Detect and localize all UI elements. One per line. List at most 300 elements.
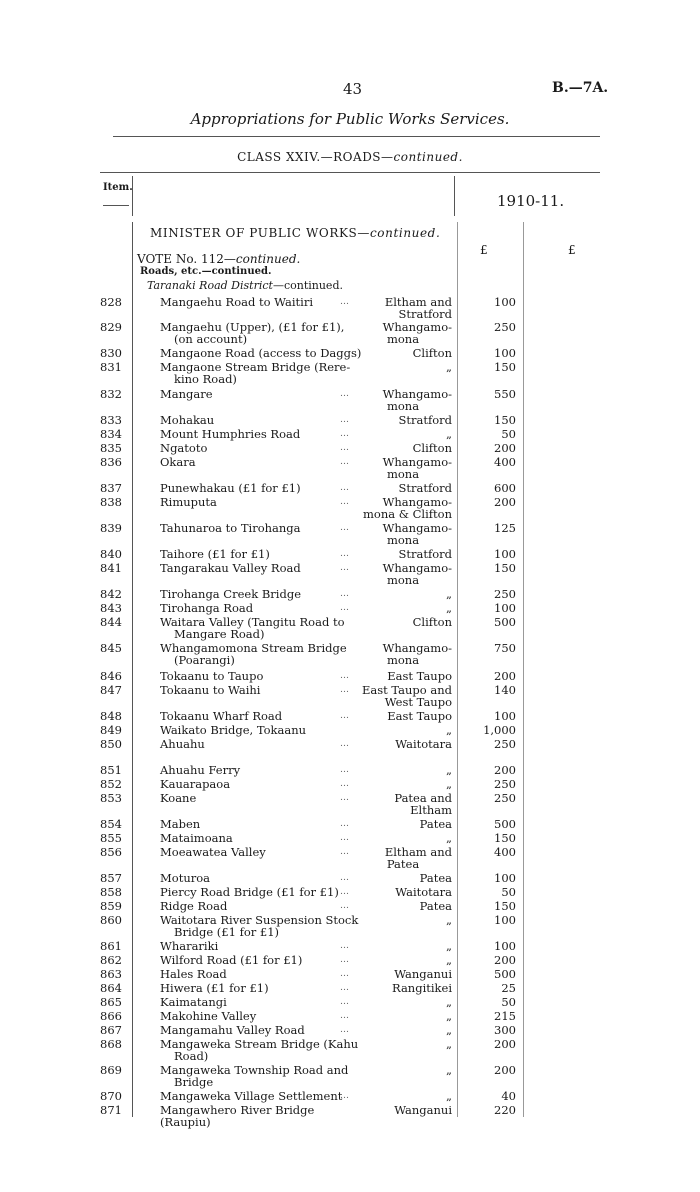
item-amount: 400 <box>494 455 516 469</box>
item-number: 867 <box>100 1023 122 1037</box>
item-district <box>354 442 452 454</box>
item-description <box>160 968 368 980</box>
item-description <box>160 347 368 359</box>
item-description-line: Tangarakau Valley Road <box>160 561 301 575</box>
item-district <box>354 428 452 440</box>
item-description <box>160 361 368 385</box>
year-column-header: 1910-11. <box>497 192 565 210</box>
item-description-line: Punewhakau (£1 for £1) <box>160 481 301 495</box>
item-district <box>354 482 452 494</box>
item-description <box>160 954 368 966</box>
item-amount: 150 <box>494 413 516 427</box>
leader-dots: … <box>340 497 349 507</box>
item-number: 831 <box>100 360 122 374</box>
item-district-line: mona <box>386 399 420 413</box>
item-description <box>160 846 368 858</box>
item-district <box>354 684 452 708</box>
item-district <box>354 642 452 666</box>
item-district <box>354 1038 452 1050</box>
leader-dots: … <box>340 765 349 775</box>
item-amount: 250 <box>494 320 516 334</box>
item-description <box>160 1104 368 1128</box>
item-district <box>354 724 452 736</box>
item-district <box>354 832 452 844</box>
item-district-line: Whangamo- <box>382 561 452 575</box>
item-district-line: „ <box>446 1037 452 1051</box>
item-description <box>160 296 368 308</box>
item-district-line: mona <box>386 653 420 667</box>
item-description <box>160 414 368 426</box>
item-description <box>160 818 368 830</box>
item-amount: 100 <box>494 601 516 615</box>
leader-dots: … <box>340 739 349 749</box>
item-district <box>354 886 452 898</box>
item-description-line: Wilford Road (£1 for £1) <box>160 953 303 967</box>
item-district <box>354 602 452 614</box>
item-number: 845 <box>100 641 122 655</box>
item-number: 836 <box>100 455 122 469</box>
item-district <box>354 940 452 952</box>
item-number: 834 <box>100 427 122 441</box>
item-district <box>354 778 452 790</box>
item-number: 861 <box>100 939 122 953</box>
item-number: 860 <box>100 913 122 927</box>
item-district-line: Whangamo- <box>382 641 452 655</box>
item-description <box>160 1090 368 1102</box>
leader-dots: … <box>340 563 349 573</box>
item-amount: 220 <box>494 1103 516 1117</box>
item-number: 850 <box>100 737 122 751</box>
item-number: 871 <box>100 1103 122 1117</box>
item-description <box>160 832 368 844</box>
item-description <box>160 792 368 804</box>
item-description-line: Mangaone Road (access to Daggs) <box>160 346 362 360</box>
leader-dots: … <box>340 1011 349 1021</box>
item-number: 868 <box>100 1037 122 1051</box>
item-description <box>160 321 368 345</box>
item-header-underline <box>103 205 129 206</box>
item-district-line: Stratford <box>398 481 452 495</box>
item-district-line: mona <box>386 332 420 346</box>
item-district <box>354 872 452 884</box>
item-district-line: Eltham <box>410 803 452 817</box>
item-district-line: „ <box>446 1023 452 1037</box>
item-description-line: Wharariki <box>160 939 219 953</box>
item-district-line: Patea <box>419 871 452 885</box>
item-description-line: Mangaweka Stream Bridge (Kahu <box>160 1037 359 1051</box>
item-description <box>160 496 368 508</box>
item-district <box>354 818 452 830</box>
leader-dots: … <box>340 297 349 307</box>
item-description <box>160 886 368 898</box>
item-district-line: Whangamo- <box>382 455 452 469</box>
item-description-line: Mangaehu Road to Waitiri <box>160 295 314 309</box>
item-amount: 100 <box>494 939 516 953</box>
item-number: 852 <box>100 777 122 791</box>
item-number: 841 <box>100 561 122 575</box>
item-amount: 150 <box>494 561 516 575</box>
leader-dots: … <box>340 941 349 951</box>
item-description-line: Tokaanu to Waihi <box>160 683 261 697</box>
item-amount: 200 <box>494 1037 516 1051</box>
item-description-line: kino Road) <box>174 372 237 386</box>
item-number: 837 <box>100 481 122 495</box>
item-amount: 150 <box>494 831 516 845</box>
item-amount: 150 <box>494 899 516 913</box>
item-description-line: Bridge (£1 for £1) <box>174 925 280 939</box>
item-district-line: „ <box>446 777 452 791</box>
item-description-line: Tokaanu Wharf Road <box>160 709 283 723</box>
item-number: 835 <box>100 441 122 455</box>
item-district-line: mona <box>386 573 420 587</box>
item-district-line: „ <box>446 427 452 441</box>
item-description-line: Whangamomona Stream Bridge <box>160 641 347 655</box>
item-description <box>160 670 368 682</box>
item-district-line: Wanganui <box>394 967 452 981</box>
item-district-line: Wanganui <box>394 1103 452 1117</box>
leader-dots: … <box>340 483 349 493</box>
item-number: 844 <box>100 615 122 629</box>
leader-dots: … <box>340 983 349 993</box>
item-description-line: Mangare <box>160 387 213 401</box>
item-amount: 100 <box>494 295 516 309</box>
item-description <box>160 764 368 776</box>
item-amount: 150 <box>494 360 516 374</box>
item-description <box>160 428 368 440</box>
item-description-line: Tirohanga Creek Bridge <box>160 587 301 601</box>
vote-suffix: continued. <box>235 252 301 266</box>
item-number: 856 <box>100 845 122 859</box>
item-district-line: Eltham and <box>384 295 452 309</box>
item-amount: 1,000 <box>483 723 516 737</box>
item-number: 862 <box>100 953 122 967</box>
item-description-line: Mangaweka Village Settlement <box>160 1089 343 1103</box>
leader-dots: … <box>340 901 349 911</box>
leader-dots: … <box>340 833 349 843</box>
item-number: 846 <box>100 669 122 683</box>
leader-dots: … <box>340 671 349 681</box>
leader-dots: … <box>340 779 349 789</box>
item-district-line: mona <box>386 533 420 547</box>
item-description-line: Mangaweka Township Road and <box>160 1063 349 1077</box>
item-district <box>354 1104 452 1116</box>
item-description-line: Mangaehu (Upper), (£1 for £1), <box>160 320 345 334</box>
item-district <box>354 738 452 750</box>
page-number: 43 <box>343 80 363 98</box>
item-district <box>354 792 452 816</box>
item-district-line: „ <box>446 1063 452 1077</box>
item-district-line: Clifton <box>412 615 452 629</box>
item-amount: 100 <box>494 709 516 723</box>
item-amount: 200 <box>494 495 516 509</box>
item-description-line: Waikato Bridge, Tokaanu <box>160 723 307 737</box>
item-amount: 100 <box>494 547 516 561</box>
item-description <box>160 642 368 666</box>
item-description-line: Tahunaroa to Tirohanga <box>160 521 301 535</box>
item-district <box>354 496 452 520</box>
item-district-line: Patea <box>419 817 452 831</box>
item-district-line: Clifton <box>412 346 452 360</box>
item-amount: 500 <box>494 615 516 629</box>
item-district <box>354 914 452 926</box>
item-number: 833 <box>100 413 122 427</box>
item-description-line: Mangawhero River Bridge (Raupiu) <box>160 1103 315 1129</box>
item-district <box>354 996 452 1008</box>
item-description-line: Moturoa <box>160 871 211 885</box>
item-amount: 250 <box>494 737 516 751</box>
item-description <box>160 442 368 454</box>
item-number: 858 <box>100 885 122 899</box>
minister-heading <box>150 226 440 240</box>
item-description <box>160 456 368 468</box>
item-district-line: „ <box>446 1009 452 1023</box>
item-district-line: Eltham and <box>384 845 452 859</box>
item-description <box>160 548 368 560</box>
item-description <box>160 872 368 884</box>
item-number: 857 <box>100 871 122 885</box>
item-district <box>354 456 452 480</box>
item-district-line: Whangamo- <box>382 320 452 334</box>
item-district-line: „ <box>446 953 452 967</box>
item-column-header: Item. <box>103 182 133 193</box>
item-amount: 215 <box>494 1009 516 1023</box>
item-description <box>160 562 368 574</box>
item-amount: 600 <box>494 481 516 495</box>
item-number: 830 <box>100 346 122 360</box>
leader-dots: … <box>340 793 349 803</box>
item-amount: 25 <box>501 981 516 995</box>
item-district-line: „ <box>446 360 452 374</box>
item-description-line: Road) <box>174 1049 209 1063</box>
item-district-line: Waitotara <box>395 737 452 751</box>
item-district <box>354 522 452 546</box>
item-description <box>160 616 368 640</box>
item-description-line: Hiwera (£1 for £1) <box>160 981 269 995</box>
item-district <box>354 388 452 412</box>
item-number: 854 <box>100 817 122 831</box>
item-district-line: Stratford <box>398 413 452 427</box>
item-description-line: Bridge <box>174 1075 214 1089</box>
leader-dots: … <box>340 1025 349 1035</box>
leader-dots: … <box>340 457 349 467</box>
item-number: 864 <box>100 981 122 995</box>
item-description-line: Mangamahu Valley Road <box>160 1023 305 1037</box>
class-heading-suffix: continued. <box>393 150 463 164</box>
item-amount: 300 <box>494 1023 516 1037</box>
item-description <box>160 1064 368 1088</box>
item-description-line: Hales Road <box>160 967 227 981</box>
item-description-line: Koane <box>160 791 197 805</box>
item-district <box>354 982 452 994</box>
item-amount: 100 <box>494 346 516 360</box>
vote-heading <box>137 252 300 266</box>
item-district-line: Rangitikei <box>392 981 452 995</box>
item-amount: 50 <box>501 995 516 1009</box>
item-description-line: Tirohanga Road <box>160 601 254 615</box>
vote-text: VOTE No. 112— <box>137 252 236 266</box>
item-district <box>354 764 452 776</box>
leader-dots: … <box>340 429 349 439</box>
item-district <box>354 361 452 373</box>
item-description <box>160 482 368 494</box>
leader-dots: … <box>340 589 349 599</box>
item-amount: 100 <box>494 913 516 927</box>
item-district-line: mona & Clifton <box>362 507 452 521</box>
item-description-line: Maben <box>160 817 201 831</box>
item-amount: 200 <box>494 1063 516 1077</box>
leader-dots: … <box>340 1091 349 1101</box>
item-description-line: Mohakau <box>160 413 215 427</box>
table-top-rule <box>100 172 600 173</box>
class-heading-text: CLASS XXIV.—ROADS— <box>237 150 394 164</box>
item-number: 863 <box>100 967 122 981</box>
item-number: 832 <box>100 387 122 401</box>
item-district <box>354 414 452 426</box>
leader-dots: … <box>340 955 349 965</box>
district-name: Taranaki Road District <box>147 279 273 292</box>
item-district-line: Whangamo- <box>382 495 452 509</box>
item-district <box>354 347 452 359</box>
item-description-line: Okara <box>160 455 196 469</box>
item-description-line: Ahuahu <box>160 737 205 751</box>
amount-column-rule <box>523 222 524 1117</box>
item-district <box>354 954 452 966</box>
leader-dots: … <box>340 969 349 979</box>
item-description-line: Kauarapaoa <box>160 777 231 791</box>
item-district <box>354 846 452 870</box>
year-column-divider <box>454 176 455 216</box>
item-description-line: Ridge Road <box>160 899 228 913</box>
leader-dots: … <box>340 873 349 883</box>
item-amount: 125 <box>494 521 516 535</box>
item-amount: 100 <box>494 871 516 885</box>
item-district-line: „ <box>446 995 452 1009</box>
item-district-line: East Taupo <box>387 669 452 683</box>
item-number: 866 <box>100 1009 122 1023</box>
document-reference: B.—7A. <box>552 80 609 96</box>
item-description-line: Ahuahu Ferry <box>160 763 241 777</box>
item-description <box>160 724 368 736</box>
item-number: 870 <box>100 1089 122 1103</box>
item-amount: 500 <box>494 817 516 831</box>
item-description-line: Tokaanu to Taupo <box>160 669 264 683</box>
item-number: 843 <box>100 601 122 615</box>
item-description-line: Makohine Valley <box>160 1009 257 1023</box>
item-district-line: Whangamo- <box>382 521 452 535</box>
currency-symbol-right: £ <box>568 243 576 257</box>
item-amount: 400 <box>494 845 516 859</box>
item-number: 828 <box>100 295 122 309</box>
item-description <box>160 522 368 534</box>
item-district-line: Clifton <box>412 441 452 455</box>
item-district <box>354 710 452 722</box>
leader-dots: … <box>340 603 349 613</box>
item-amount: 200 <box>494 763 516 777</box>
item-district-line: East Taupo and <box>361 683 452 697</box>
item-description-line: Piercy Road Bridge (£1 for £1) <box>160 885 339 899</box>
item-number: 829 <box>100 320 122 334</box>
item-description <box>160 914 368 938</box>
page-title: Appropriations for Public Works Services. <box>190 110 510 128</box>
item-district <box>354 1090 452 1102</box>
item-description <box>160 388 368 400</box>
leader-dots: … <box>340 711 349 721</box>
item-district <box>354 670 452 682</box>
leader-dots: … <box>340 389 349 399</box>
item-district-line: „ <box>446 1089 452 1103</box>
item-number: 842 <box>100 587 122 601</box>
item-description <box>160 1010 368 1022</box>
item-district <box>354 1010 452 1022</box>
item-district-line: Patea <box>419 899 452 913</box>
item-district-line: „ <box>446 587 452 601</box>
item-amount: 550 <box>494 387 516 401</box>
item-description <box>160 940 368 952</box>
leader-dots: … <box>340 887 349 897</box>
item-district-line: „ <box>446 831 452 845</box>
item-description <box>160 1024 368 1036</box>
item-amount: 50 <box>501 427 516 441</box>
item-number: 840 <box>100 547 122 561</box>
item-district-line: Patea and <box>394 791 452 805</box>
item-district <box>354 968 452 980</box>
item-description <box>160 588 368 600</box>
item-district <box>354 1024 452 1036</box>
item-description <box>160 982 368 994</box>
item-amount: 140 <box>494 683 516 697</box>
district-subheading <box>147 279 343 292</box>
item-number: 839 <box>100 521 122 535</box>
item-description-line: Mount Humphries Road <box>160 427 301 441</box>
item-description <box>160 738 368 750</box>
item-amount: 250 <box>494 777 516 791</box>
item-description <box>160 1038 368 1062</box>
item-description-line: Moeawatea Valley <box>160 845 266 859</box>
item-description-line: Waitara Valley (Tangitu Road to <box>160 615 345 629</box>
item-amount: 250 <box>494 791 516 805</box>
leader-dots: … <box>340 997 349 1007</box>
item-amount: 200 <box>494 441 516 455</box>
item-number: 865 <box>100 995 122 1009</box>
item-description-line: Waitotara River Suspension Stock <box>160 913 359 927</box>
leader-dots: … <box>340 685 349 695</box>
item-district <box>354 900 452 912</box>
item-description-line: Ngatoto <box>160 441 208 455</box>
item-district-line: „ <box>446 763 452 777</box>
item-district-line: East Taupo <box>387 709 452 723</box>
item-number: 838 <box>100 495 122 509</box>
item-amount: 250 <box>494 587 516 601</box>
item-amount: 40 <box>501 1089 516 1103</box>
item-district <box>354 321 452 345</box>
district-column-rule <box>457 222 458 1117</box>
minister-suffix: continued. <box>369 226 441 240</box>
leader-dots: … <box>340 819 349 829</box>
item-district-line: „ <box>446 723 452 737</box>
item-district <box>354 548 452 560</box>
class-heading <box>0 150 700 164</box>
item-description-line: Rimuputa <box>160 495 217 509</box>
item-number: 869 <box>100 1063 122 1077</box>
item-number: 859 <box>100 899 122 913</box>
item-description <box>160 996 368 1008</box>
item-number: 847 <box>100 683 122 697</box>
leader-dots: … <box>340 549 349 559</box>
item-district <box>354 296 452 320</box>
item-district-line: Whangamo- <box>382 387 452 401</box>
item-description-line: (Poarangi) <box>174 653 235 667</box>
item-district-line: Stratford <box>398 307 452 321</box>
